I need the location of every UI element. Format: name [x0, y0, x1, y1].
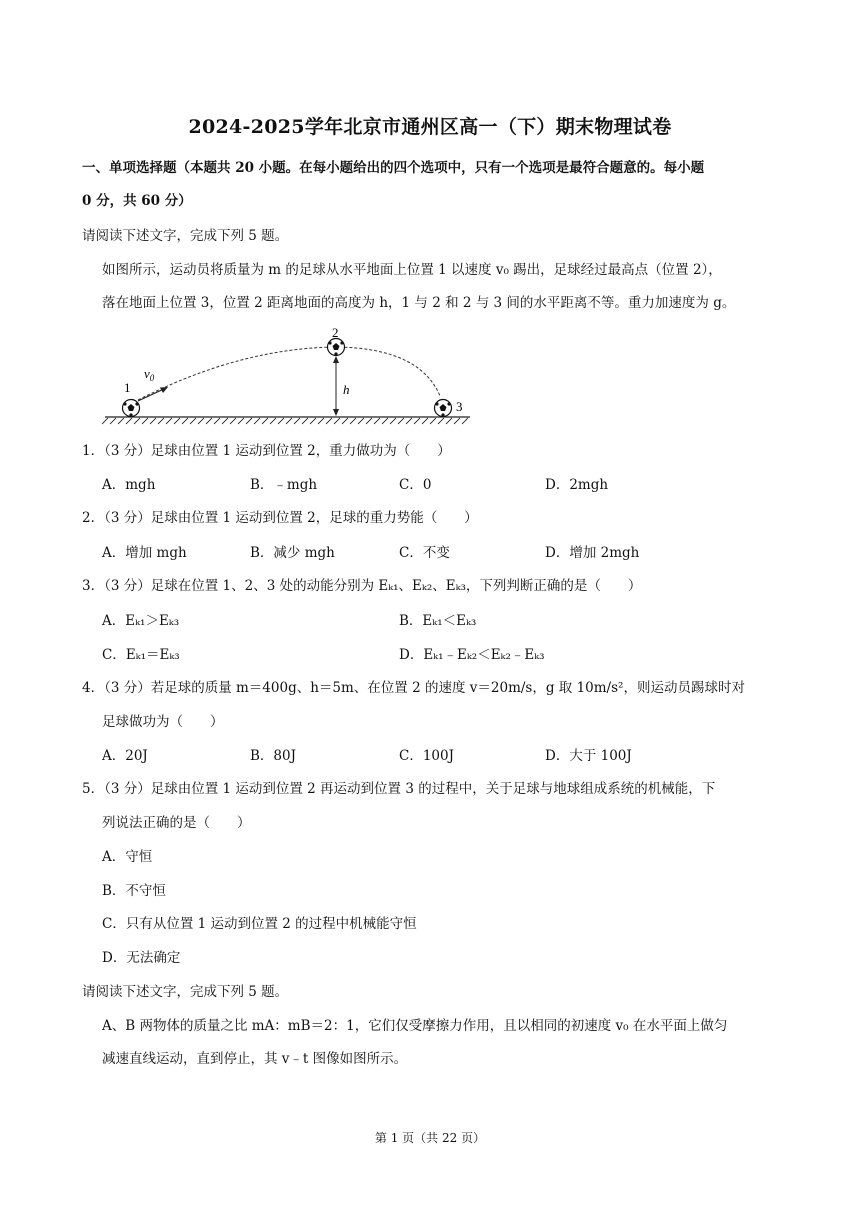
q3-option-d: D．Eₖ₁﹣Eₖ₂＜Eₖ₂﹣Eₖ₃ [399, 647, 545, 663]
label-position-3: 3 [456, 399, 463, 414]
question-5-stem-line1: 5．（3 分）足球由位置 1 运动到位置 2 再运动到位置 3 的过程中，关于足球与地球组成系统的机械能，下 [82, 781, 716, 797]
question-1-stem: 1．（3 分）足球由位置 1 运动到位置 2，重力做功为（ ） [82, 443, 451, 459]
question-2-stem: 2．（3 分）足球由位置 1 运动到位置 2，足球的重力势能（ ） [82, 510, 478, 526]
question-5-stem-line2: 列说法正确的是（ ） [102, 815, 251, 831]
q5-option-b: B．不守恒 [102, 883, 166, 899]
q2-option-d: D．增加 2mgh [545, 545, 640, 561]
section-heading-line2: 0 分，共 60 分） [82, 193, 192, 209]
question-3-stem: 3．（3 分）足球在位置 1、2、3 处的动能分别为 Eₖ₁、Eₖ₂、Eₖ₃，下列判断正确的是（ ） [82, 578, 642, 594]
q1-option-b: B．﹣mgh [250, 477, 318, 493]
q3-option-b: B．Eₖ₁＜Eₖ₃ [399, 613, 477, 629]
section-heading-line1: 一、单项选择题（本题共 20 小题。在每小题给出的四个选项中，只有一个选项是最符合题意的。每小题 [82, 160, 705, 176]
q1-option-a: A．mgh [102, 477, 156, 493]
reading-intro-1: 请阅读下述文字，完成下列 5 题。 [82, 228, 289, 244]
ball-1-icon [123, 400, 140, 417]
q5-option-d: D．无法确定 [102, 950, 181, 966]
q1-option-c: C．0 [399, 477, 432, 493]
projectile-figure [100, 325, 480, 423]
question-4-stem-line2: 足球做功为（ ） [102, 714, 224, 730]
q5-option-c: C．只有从位置 1 运动到位置 2 的过程中机械能守恒 [102, 916, 417, 932]
label-h: h [343, 382, 350, 397]
q4-option-c: C．100J [399, 748, 455, 764]
q1-option-d: D．2mgh [545, 477, 609, 493]
passage2-line1: A、B 两物体的质量之比 mA：mB＝2：1，它们仅受摩擦力作用，且以相同的初速度 v₀ 在水平面上做匀 [102, 1018, 728, 1034]
trajectory-path [138, 347, 440, 400]
label-position-2: 2 [332, 325, 339, 340]
q3-option-c: C．Eₖ₁＝Eₖ₃ [102, 647, 180, 663]
q4-option-b: B．80J [250, 748, 297, 764]
passage1-line2: 落在地面上位置 3，位置 2 距离地面的高度为 h，1 与 2 和 2 与 3 间的水平距离不等。重力加速度为 g。 [102, 295, 736, 311]
page-footer: 第 1 页（共 22 页） [374, 1131, 486, 1145]
question-4-stem-line1: 4．（3 分）若足球的质量 m＝400g、h＝5m、在位置 2 的速度 v＝20m/s，g 取 10m/s²，则运动员踢球时对 [82, 680, 745, 696]
ball-2-icon [328, 339, 345, 356]
page-title: 2024-2025学年北京市通州区高一（下）期末物理试卷 [188, 116, 672, 138]
passage2-line2: 减速直线运动，直到停止，其 v﹣t 图像如图所示。 [102, 1051, 408, 1067]
q2-option-a: A．增加 mgh [102, 545, 187, 561]
label-position-1: 1 [124, 380, 131, 395]
q3-option-a: A．Eₖ₁＞Eₖ₃ [102, 613, 180, 629]
q4-option-d: D．大于 100J [545, 748, 632, 764]
label-v0: $v_0$ [144, 366, 155, 383]
q5-option-a: A．守恒 [102, 849, 153, 865]
passage1-line1: 如图所示，运动员将质量为 m 的足球从水平地面上位置 1 以速度 v₀ 踢出，足球经过最高点（位置 2）， [102, 262, 722, 278]
q2-option-c: C．不变 [399, 545, 450, 561]
q4-option-a: A．20J [102, 748, 148, 764]
reading-intro-2: 请阅读下述文字，完成下列 5 题。 [82, 984, 289, 1000]
ball-3-icon [435, 400, 452, 417]
q2-option-b: B．减少 mgh [250, 545, 335, 561]
